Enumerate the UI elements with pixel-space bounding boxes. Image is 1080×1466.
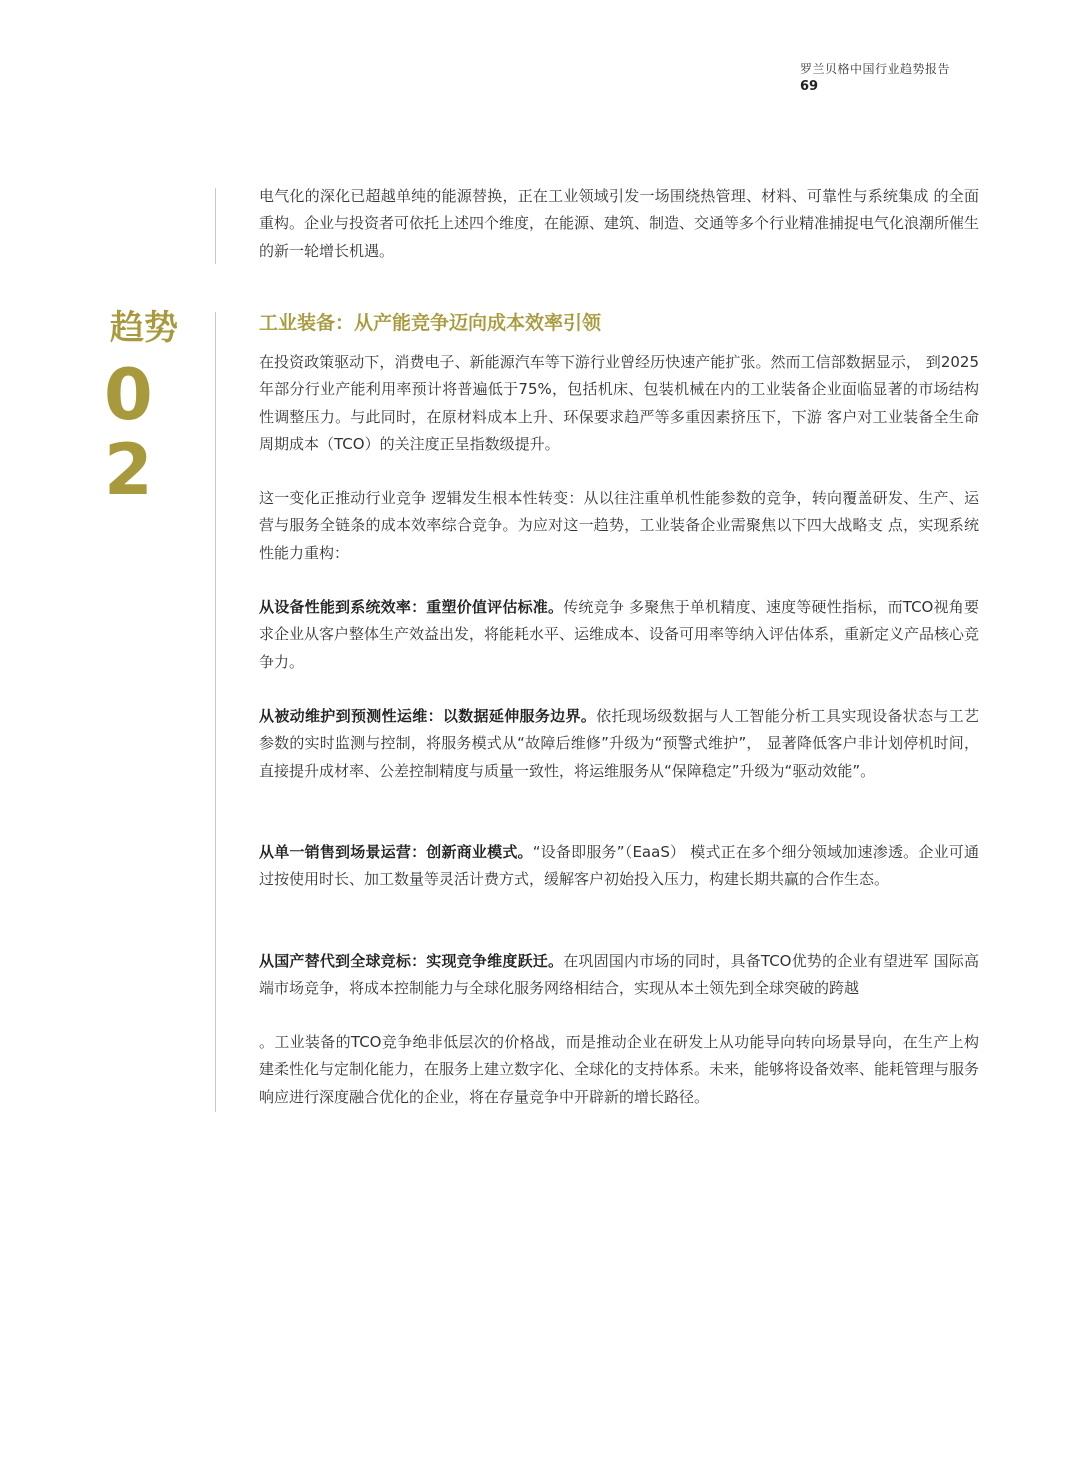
page-header [800,60,1060,96]
intro-paragraph: 电气化的深化已超越单纯的能源替换，正在工业领域引发一场围绕热管理、材料、可靠性与系统集成 的全面重构。企业与投资者可依托上述四个维度，在能源、建筑、制造、交通等多个行业精准捕捉电气化浪潮所催生的新一轮增长机遇。 [259,187,980,260]
divider-line-main [215,312,216,1112]
paragraph-lead: 从单一销售到场景运营：创新商业模式。 [259,843,533,861]
trend-number-digit-1: 0 [104,354,153,436]
report-title: 罗兰贝格中国行业趋势报告 [800,62,951,76]
trend-number-digit-2: 2 [104,429,153,511]
paragraph-logic-shift: 这一变化正推动行业竞争 逻辑发生根本性转变：从以往注重单机性能参数的竞争，转向覆盖研发、生产、运营与服务全链条的成本效率综合竞争。为应对这一趋势，工业装备企业需聚焦以下四大战略支 点，实现系统性能力重构： [259,489,979,562]
divider-line-top [215,188,216,264]
paragraph-global-competition [259,948,979,1003]
paragraph-body: 传统竞争 多聚焦于单机精度、速度等硬性指标，而TCO视角要求企业从客户整体生产效益出发，将能耗水平、运维成本、设备可用率等纳入评估体系，重新定义产品核心竞争力。 [259,598,980,671]
page-number: 69 [800,79,819,94]
paragraph-body: 在巩固国内市场的同时，具备TCO优势的企业有望进军 国际高端市场竞争，将成本控制能力与全球化服务网络相结合，实现从本土领先到全球突破的跨越 [259,952,979,998]
paragraph-lead: 从设备性能到系统效率：重塑价值评估标准。 [259,598,564,616]
trend-label: 趋势 [110,308,178,348]
paragraph-body: “设备即服务”（EaaS） 模式正在多个细分领域加速渗透。企业可通过按使用时长、加工数量等灵活计费方式，缓解客户初始投入压力，构建长期共赢的合作生态。 [259,843,979,889]
paragraph-business-model [259,839,979,894]
paragraph-lead: 从被动维护到预测性运维：以数据延伸服务边界。 [259,707,597,725]
paragraph-system-efficiency [259,594,979,676]
paragraph-body: 依托现场级数据与人工智能分析工具实现设备状态与工艺参数的实时监测与控制，将服务模式从“故障后维修”升级为“预警式维护”， 显著降低客户非计划停机时间，直接提升成材率、公差控制精度与质量一致性，将运维服务从“保障稳定”升级为“驱动效能”。 [259,707,979,780]
paragraph-capacity: 在投资政策驱动下，消费电子、新能源汽车等下游行业曾经历快速产能扩张。然而工信部数据显示， 到2025年部分行业产能利用率预计将普遍低于75%，包括机床、包装机械在内的工业装备企业面临显著的市场结构性调整压力。与此同时，在原材料成本上升、环保要求趋严等多重因素挤压下，下游 客户对工业装备全生命周期成本（TCO）的关注度正呈指数级提升。 [259,353,979,453]
paragraph-lead: 从国产替代到全球竞标：实现竞争维度跃迁。 [259,952,564,970]
paragraph-conclusion: 。工业装备的TCO竞争绝非低层次的价格战，而是推动企业在研发上从功能导向转向场景导向，在生产上构建柔性化与定制化能力，在服务上建立数字化、全球化的支持体系。未来，能够将设备效率、能耗管理与服务响应进行深度融合优化的企业，将在存量竞争中开辟新的增长路径。 [259,1033,980,1106]
section-title: 工业装备：从产能竞争迈向成本效率引领 [259,312,602,334]
paragraph-predictive-maintenance [259,703,979,785]
